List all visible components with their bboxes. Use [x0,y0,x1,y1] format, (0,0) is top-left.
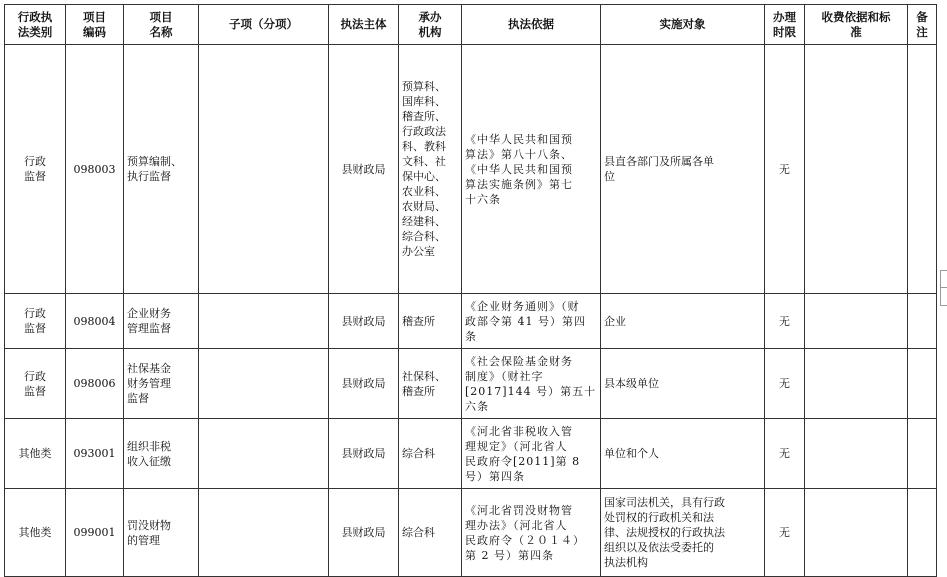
header-subitem: 子项（分项） [199,5,329,45]
cell-subitem [199,349,329,419]
cell-remark [908,45,937,294]
cell-time-limit: 无 [765,419,805,489]
cell-subject: 县财政局 [329,419,399,489]
cell-fee [805,489,908,577]
cell-target: 单位和个人 [601,419,765,489]
cell-fee [805,349,908,419]
cell-target: 县直各部门及所属各单 位 [601,45,765,294]
cell-basis: 《河北省罚没财物管 理办法》（河北省人 民政府令（２０１４） 第 2 号）第四条 [462,489,601,577]
cell-name: 组织非税 收入征缴 [124,419,199,489]
header-time-limit: 办理 时限 [765,5,805,45]
cell-time-limit: 无 [765,45,805,294]
header-name: 项目 名称 [124,5,199,45]
cell-subject: 县财政局 [329,489,399,577]
cell-fee [805,45,908,294]
cell-name: 罚没财物 的管理 [124,489,199,577]
cell-name: 企业财务 管理监督 [124,294,199,349]
cell-code: 098003 [66,45,124,294]
cell-remark [908,419,937,489]
header-target: 实施对象 [601,5,765,45]
table-row [5,419,937,489]
table-row [5,45,937,294]
cell-subitem [199,489,329,577]
header-basis: 执法依据 [462,5,601,45]
cell-category: 行政 监督 [5,294,66,349]
header-category: 行政执 法类别 [5,5,66,45]
cell-subject: 县财政局 [329,294,399,349]
cell-code: 098004 [66,294,124,349]
cell-office: 综合科 [399,419,462,489]
page-edge-marker [940,270,947,306]
table-row [5,349,937,419]
cell-target: 国家司法机关，具有行政 处罚权的行政机关和法 律、法规授权的行政执法 组织以及依法受委托的 执法机构 [601,489,765,577]
cell-subitem [199,294,329,349]
cell-target: 企业 [601,294,765,349]
cell-subitem [199,419,329,489]
cell-code: 093001 [66,419,124,489]
header-remark: 备 注 [908,5,937,45]
cell-basis: 《河北省非税收入管 理规定》（河北省人 民政府令[2011]第 8 号）第四条 [462,419,601,489]
cell-category: 其他类 [5,419,66,489]
header-subject: 执法主体 [329,5,399,45]
table-row [5,294,937,349]
cell-time-limit: 无 [765,294,805,349]
cell-basis: 《社会保险基金财务 制度》（财社字 [2017]144 号）第五十 六条 [462,349,601,419]
cell-office: 社保科、 稽查所 [399,349,462,419]
cell-category: 行政 监督 [5,349,66,419]
cell-category: 其他类 [5,489,66,577]
table-row [5,489,937,577]
cell-name: 社保基金 财务管理 监督 [124,349,199,419]
header-office: 承办 机构 [399,5,462,45]
cell-basis: 《企业财务通则》（财 政部令第 41 号）第四 条 [462,294,601,349]
cell-fee [805,294,908,349]
cell-office: 综合科 [399,489,462,577]
cell-subject: 县财政局 [329,45,399,294]
header-row [5,5,937,45]
cell-remark [908,349,937,419]
cell-time-limit: 无 [765,349,805,419]
cell-office: 稽查所 [399,294,462,349]
cell-code: 099001 [66,489,124,577]
cell-category: 行政 监督 [5,45,66,294]
cell-time-limit: 无 [765,489,805,577]
cell-office: 预算科、 国库科、 稽查所、 行政政法 科、教科 文科、社 保中心、 农业科、 农财局、 经建科、 综合科、 办公室 [399,45,462,294]
cell-remark [908,489,937,577]
cell-basis: 《中华人民共和国预 算法》第八十八条、 《中华人民共和国预 算法实施条例》第七 十六条 [462,45,601,294]
enforcement-items-table [4,4,937,577]
cell-subject: 县财政局 [329,349,399,419]
cell-target: 县本级单位 [601,349,765,419]
header-fee: 收费依据和标 准 [805,5,908,45]
cell-fee [805,419,908,489]
header-code: 项目 编码 [66,5,124,45]
cell-name: 预算编制、 执行监督 [124,45,199,294]
cell-subitem [199,45,329,294]
cell-remark [908,294,937,349]
cell-code: 098006 [66,349,124,419]
